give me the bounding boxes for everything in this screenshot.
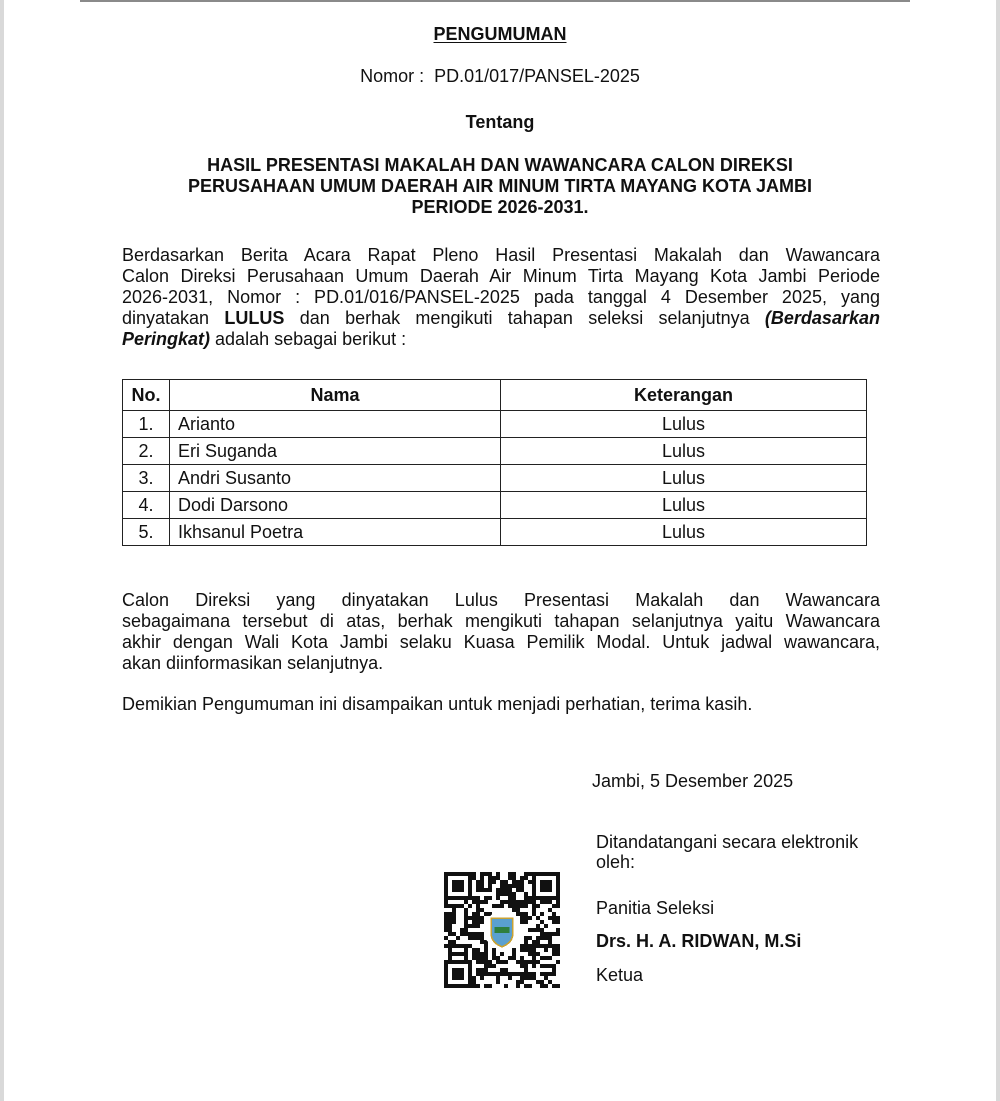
header-keterangan: Keterangan (501, 380, 867, 411)
qr-code-icon (440, 868, 564, 992)
followup-line: sebagaimana tersebut di atas, berhak mengikuti tahapan selanjutnya yaitu Wawancara (122, 611, 880, 631)
ranking-note: Peringkat) (122, 329, 211, 349)
table-row (123, 465, 867, 492)
cell-no: 5. (123, 519, 170, 546)
cell-nama: Dodi Darsono (170, 492, 501, 519)
followup-line: Calon Direksi yang dinyatakan Lulus Presentasi Makalah dan Wawancara (122, 590, 880, 610)
cell-nama: Andri Susanto (170, 465, 501, 492)
cell-keterangan: Lulus (501, 492, 867, 519)
place-date: Jambi, 5 Desember 2025 (592, 771, 794, 791)
cell-nama: Eri Suganda (170, 438, 501, 465)
intro-text: adalah sebagai berikut : (210, 329, 407, 349)
ranking-note: (Berdasarkan (764, 308, 880, 328)
intro-text: dan berhak mengikuti tahapan seleksi selanjutnya (284, 308, 765, 328)
cell-keterangan: Lulus (501, 519, 867, 546)
signatory-role: Ketua (596, 965, 644, 985)
emblem-icon (484, 912, 521, 949)
number-value: PD.01/017/PANSEL-2025 (434, 66, 640, 86)
followup-line: akan diinformasikan selanjutnya. (122, 653, 384, 673)
closing-paragraph (122, 694, 880, 715)
intro-text: dinyatakan (122, 308, 225, 328)
intro-line: 2026-2031, Nomor : PD.01/016/PANSEL-2025 pada tanggal 4 Desember 2025, yang (122, 287, 880, 307)
table-row (123, 519, 867, 546)
cell-keterangan: Lulus (501, 438, 867, 465)
about-label: Tentang (465, 112, 535, 132)
table-row (123, 492, 867, 519)
subject-line: PERUSAHAAN UMUM DAERAH AIR MINUM TIRTA MAYANG KOTA JAMBI (188, 176, 812, 196)
committee-name: Panitia Seleksi (596, 898, 715, 918)
cell-nama: Ikhsanul Poetra (170, 519, 501, 546)
cell-no: 1. (123, 411, 170, 438)
intro-line: Calon Direksi Perusahaan Umum Daerah Air Minum Tirta Mayang Kota Jambi Periode (122, 266, 880, 286)
cell-no: 3. (123, 465, 170, 492)
results-table (122, 379, 867, 546)
cell-nama: Arianto (170, 411, 501, 438)
followup-paragraph (122, 590, 880, 674)
document-subject (0, 155, 1000, 218)
table-header-row (123, 380, 867, 411)
document-title: PENGUMUMAN (433, 24, 567, 44)
lulus-emphasis: LULUS (224, 308, 285, 328)
followup-line: akhir dengan Wali Kota Jambi selaku Kuasa Pemilik Modal. Untuk jadwal wawancara, (122, 632, 880, 652)
signature-block (596, 832, 896, 985)
top-border-line (80, 0, 910, 2)
signed-electronically-text: Ditandatangani secara elektronik oleh: (596, 832, 859, 872)
document-number (0, 66, 1000, 87)
cell-no: 2. (123, 438, 170, 465)
intro-paragraph (122, 245, 880, 350)
intro-line (122, 329, 880, 350)
cell-keterangan: Lulus (501, 465, 867, 492)
subject-line: HASIL PRESENTASI MAKALAH DAN WAWANCARA CALON DIREKSI (207, 155, 793, 175)
table-row (123, 438, 867, 465)
intro-line: Berdasarkan Berita Acara Rapat Pleno Hasil Presentasi Makalah dan Wawancara (122, 245, 880, 265)
cell-no: 4. (123, 492, 170, 519)
header-no: No. (123, 380, 170, 411)
table-row (123, 411, 867, 438)
closing-text: Demikian Pengumuman ini disampaikan untuk menjadi perhatian, terima kasih. (122, 694, 753, 714)
subject-line: PERIODE 2026-2031. (411, 197, 589, 217)
intro-line (122, 308, 880, 329)
number-label: Nomor : (360, 66, 425, 86)
cell-keterangan: Lulus (501, 411, 867, 438)
signatory-name: Drs. H. A. RIDWAN, M.Si (596, 931, 802, 951)
header-nama: Nama (170, 380, 501, 411)
